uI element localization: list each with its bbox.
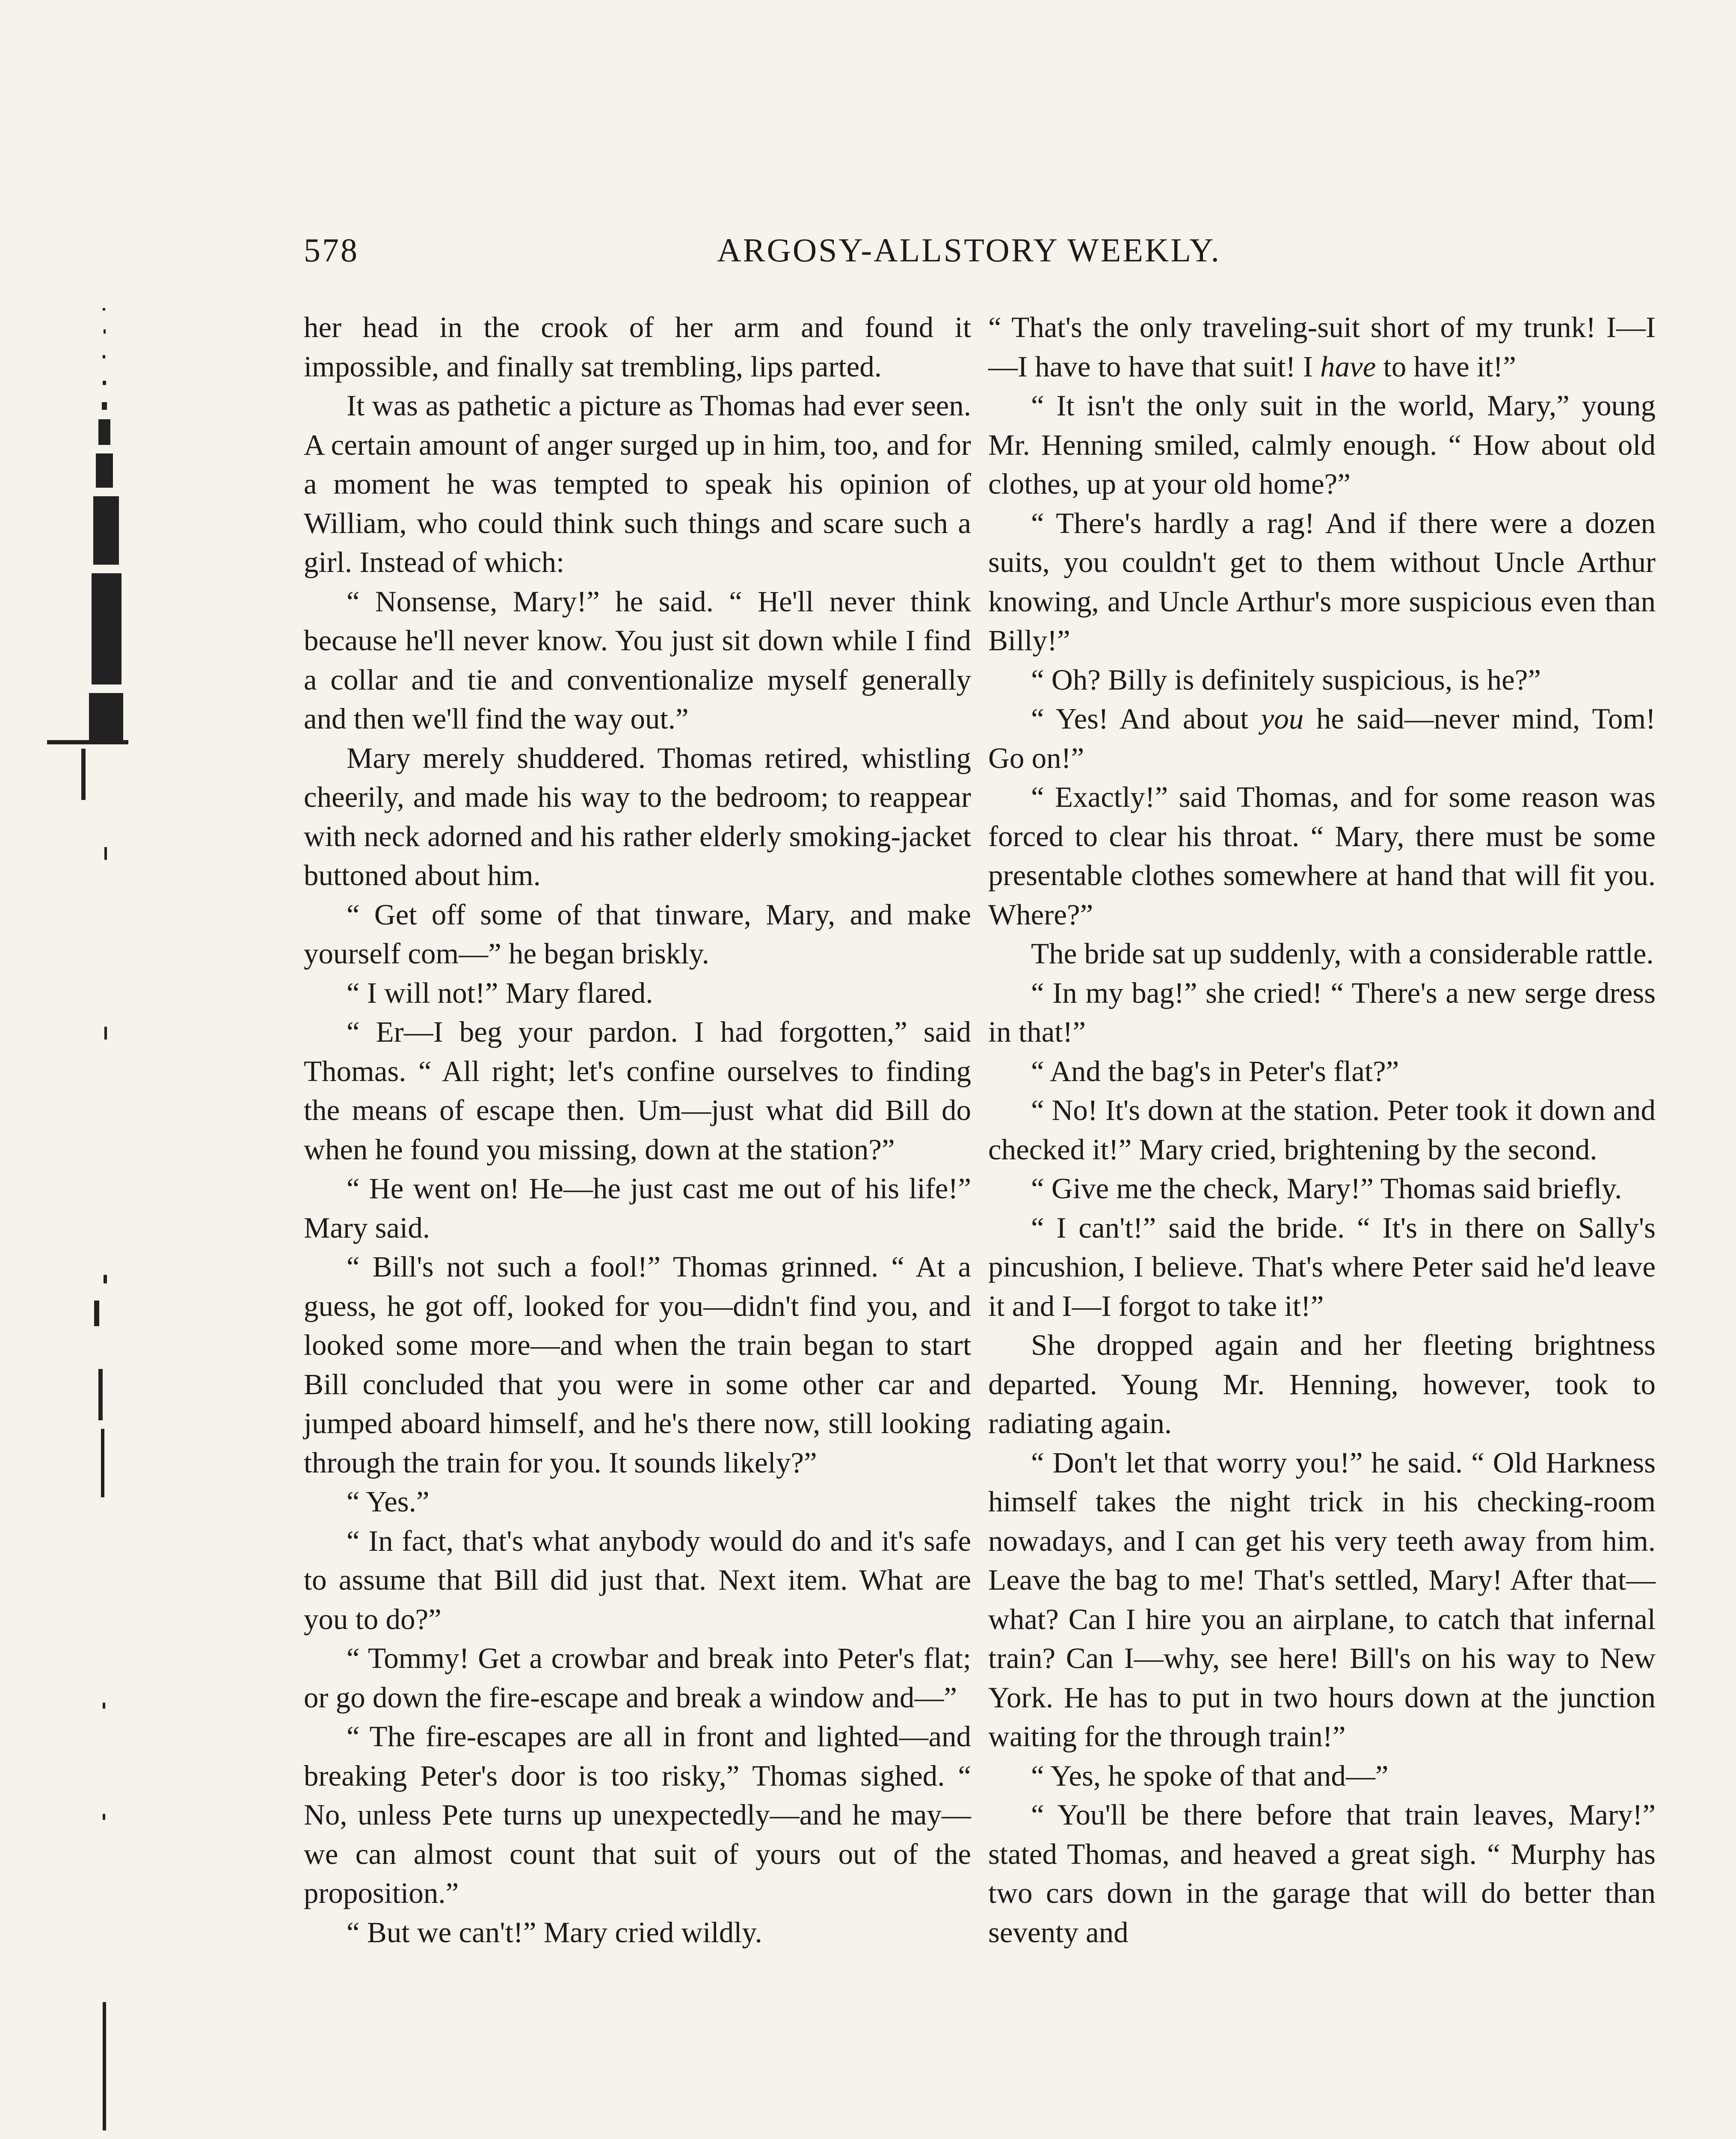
- paragraph: “ There's hardly a rag! And if there were a dozen suits, you couldn't get to them without Uncle Arthur knowing, and Uncle Arthur's more suspicious even than Billy!”: [988, 507, 1656, 657]
- left-text-column: [304, 308, 971, 1952]
- paragraph: “ Er—I beg your pardon. I had forgotten,” said Thomas. “ All right; let's confine ourselves to finding the means of escape then. Um—just what did Bill do when he found you missing, down at the station?”: [304, 1016, 971, 1166]
- paragraph: “ I will not!” Mary flared.: [347, 976, 653, 1009]
- page-header: [304, 231, 1634, 282]
- paragraph: “ Give me the check, Mary!” Thomas said briefly.: [1031, 1172, 1622, 1205]
- paragraph: [988, 308, 1656, 386]
- paragraph: [988, 699, 1656, 778]
- paragraph: The bride sat up suddenly, with a considerable rattle.: [1031, 937, 1654, 970]
- paragraph: “ The fire-escapes are all in front and lighted—and breaking Peter's door is too risky,” Thomas sighed. “ No, unless Pete turns up unexpectedly—and he may—we can almost count that suit of yours out of the proposition.”: [304, 1720, 971, 1909]
- emphasis: you: [1261, 702, 1304, 735]
- paragraph: her head in the crook of her arm and found it impossible, and finally sat trembling, lips parted.: [304, 311, 971, 383]
- paragraph-text: “ That's the only traveling-suit short of my trunk! I—I—I have to have that suit!: [988, 311, 1656, 383]
- paragraph: “ Bill's not such a fool!” Thomas grinned. “ At a guess, he got off, looked for you—didn't find you, and looked some more—and when the train began to start Bill concluded that you were in some other car and jumped aboard himself, and he's there now, still looking through the train for you. It sounds likely?”: [304, 1250, 971, 1479]
- paragraph: “ Get off some of that tinware, Mary, and make yourself com—” he began briskly.: [304, 898, 971, 970]
- emphasis: have: [1320, 350, 1376, 383]
- paragraph: “ I can't!” said the bride. “ It's in there on Sally's pincushion, I believe. That's where Peter said he'd leave it and I—I forgot to take it!”: [988, 1211, 1656, 1322]
- paragraph: “ He went on! He—he just cast me out of his life!” Mary said.: [304, 1172, 971, 1244]
- running-title: ARGOSY-ALLSTORY WEEKLY.: [717, 231, 1221, 269]
- paragraph: “ It isn't the only suit in the world, Mary,” young Mr. Henning smiled, calmly enough. “ How about old clothes, up at your old home?”: [988, 389, 1656, 500]
- paragraph-text: I: [1303, 350, 1321, 383]
- paragraph: “ Exactly!” said Thomas, and for some reason was forced to clear his throat. “ Mary, there must be some presentable clothes somewhere at hand that will fit you. Where?”: [988, 781, 1656, 931]
- paragraph: “ Nonsense, Mary!” he said. “ He'll never think because he'll never know. You just sit down while I find a collar and tie and conventionalize myself generally and then we'll find the way out.”: [304, 585, 971, 735]
- paragraph: “ Yes.”: [347, 1485, 430, 1518]
- paragraph-text: he said—never mind, Tom! Go on!”: [988, 702, 1656, 774]
- right-text-column: [988, 308, 1656, 1952]
- paragraph: “ Oh? Billy is definitely suspicious, is he?”: [1031, 663, 1541, 696]
- paragraph: “ But we can't!” Mary cried wildly.: [347, 1916, 762, 1949]
- paragraph: She dropped again and her fleeting brightness departed. Young Mr. Henning, however, took to radiating again.: [988, 1329, 1656, 1440]
- paragraph: “ No! It's down at the station. Peter took it down and checked it!” Mary cried, brightening by the second.: [988, 1094, 1656, 1166]
- paragraph-text: “ Yes! And about: [1031, 702, 1261, 735]
- paragraph: It was as pathetic a picture as Thomas had ever seen. A certain amount of anger surged up in him, too, and for a moment he was tempted to speak his opinion of William, who could think such things and scare such a girl. Instead of which:: [304, 389, 971, 578]
- page-number: 578: [304, 231, 359, 269]
- margin-binding-marks: [39, 291, 137, 2139]
- paragraph: “ And the bag's in Peter's flat?”: [1031, 1055, 1399, 1087]
- paragraph: Mary merely shuddered. Thomas retired, whistling cheerily, and made his way to the bedroom; to reappear with neck adorned and his rather elderly smoking-jacket buttoned about him.: [304, 741, 971, 892]
- paragraph-text: to have it!”: [1376, 350, 1516, 383]
- paragraph: “ Tommy! Get a crowbar and break into Peter's flat; or go down the fire-escape and break a window and—”: [304, 1642, 971, 1714]
- paragraph: “ In my bag!” she cried! “ There's a new serge dress in that!”: [988, 976, 1656, 1048]
- paragraph: “ Don't let that worry you!” he said. “ Old Harkness himself takes the night trick in his checking-room nowadays, and I can get his very teeth away from him. Leave the bag to me! That's settled, Mary! After that—what? Can I hire you an airplane, to catch that infernal train? Can I—why, see here! Bill's on his way to New York. He has to put in two hours down at the junction waiting for the through train!”: [988, 1446, 1656, 1753]
- paragraph: “ Yes, he spoke of that and—”: [1031, 1759, 1389, 1792]
- paragraph: “ You'll be there before that train leaves, Mary!” stated Thomas, and heaved a great sigh. “ Murphy has two cars down in the garage that will do better than seventy and: [988, 1798, 1656, 1949]
- paragraph: “ In fact, that's what anybody would do and it's safe to assume that Bill did just that. Next item. What are you to do?”: [304, 1524, 971, 1635]
